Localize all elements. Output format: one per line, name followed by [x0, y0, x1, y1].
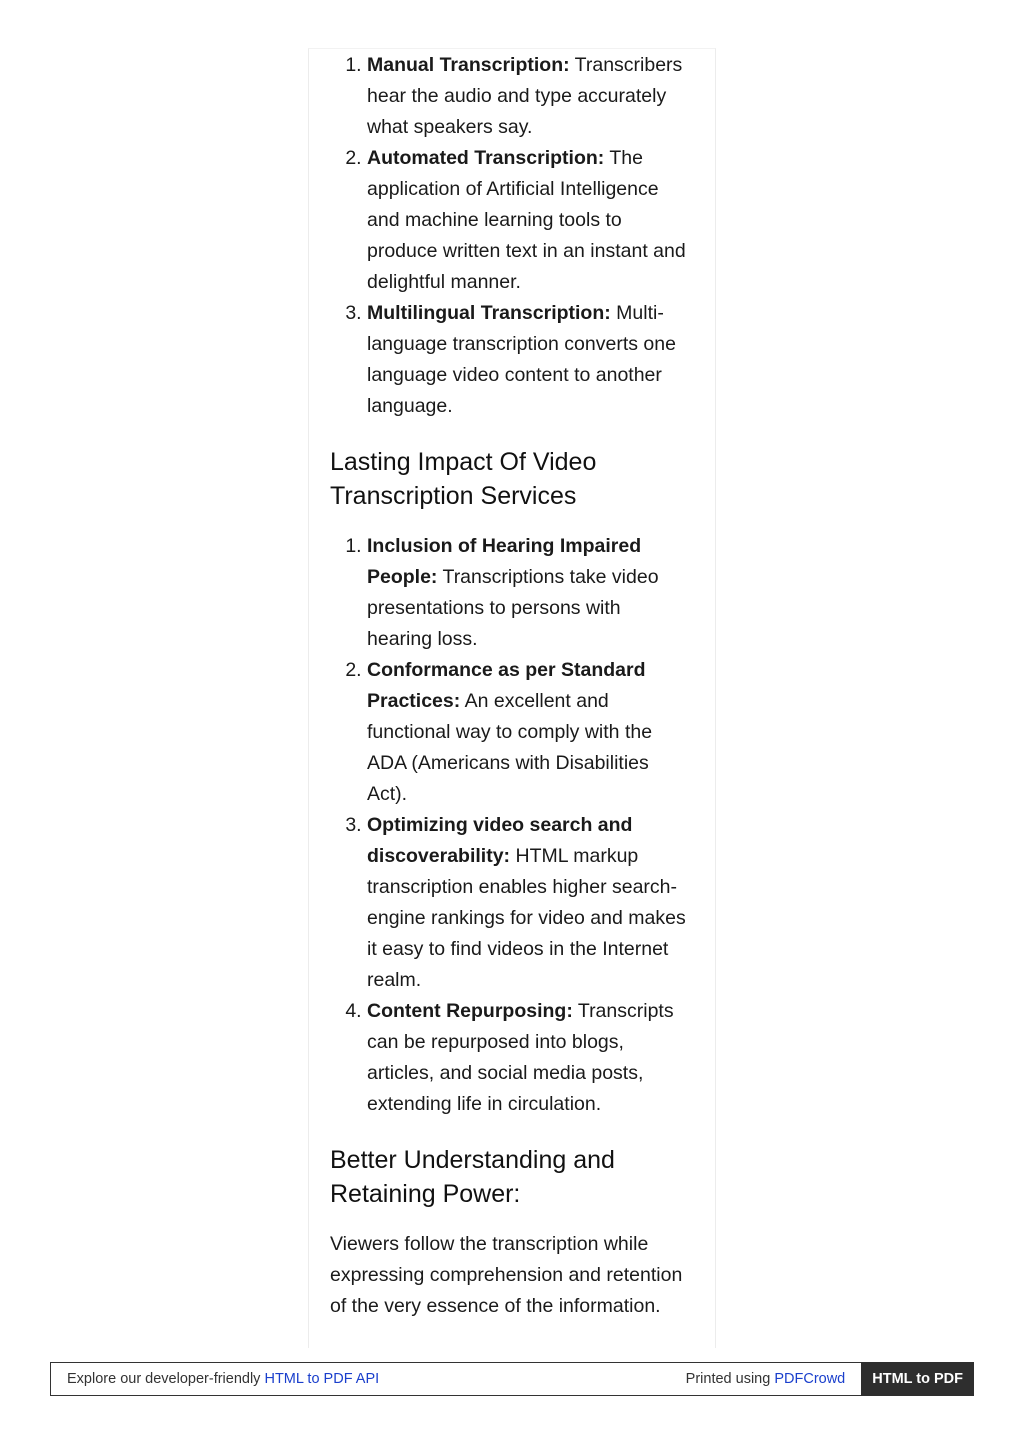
- pdfcrowd-footer: [50, 1362, 974, 1396]
- impact-list: [330, 531, 689, 1120]
- list-item: [367, 996, 689, 1120]
- footer-printed-text: Printed using: [685, 1371, 775, 1387]
- footer-printed: [686, 1371, 862, 1387]
- list-item: [367, 143, 689, 298]
- transcription-types-list: [330, 50, 689, 422]
- list-item: [367, 655, 689, 810]
- list-item-text: Transcripts can be repurposed into blogs, articles, and social media posts, extending life in circulation.: [367, 1000, 674, 1115]
- list-item-term: Automated Transcription:: [367, 147, 605, 169]
- list-item-text: Multi-language transcription converts one language video content to another language.: [367, 302, 676, 417]
- list-item-term: Manual Transcription:: [367, 54, 570, 76]
- list-item: [367, 298, 689, 422]
- better-paragraph: Viewers follow the transcription while expressing comprehension and retention of the very essence of the information.: [330, 1233, 683, 1317]
- html-to-pdf-badge[interactable]: HTML to PDF: [861, 1362, 974, 1396]
- list-item-term: Optimizing video search and discoverability:: [367, 814, 633, 867]
- list-item: [367, 810, 689, 996]
- footer-explore-text: Explore our developer-friendly: [67, 1371, 265, 1387]
- list-item: [367, 531, 689, 655]
- list-item-term: Content Repurposing:: [367, 1000, 573, 1022]
- list-item-term: Multilingual Transcription:: [367, 302, 611, 324]
- list-item: [367, 50, 689, 143]
- list-item-text: Transcriptions take video presentations to persons with hearing loss.: [367, 566, 659, 650]
- footer-explore: [51, 1371, 686, 1387]
- list-item-text: HTML markup transcription enables higher search-engine rankings for video and makes it easy to find videos in the Internet realm.: [367, 845, 686, 991]
- list-item-text: Transcribers hear the audio and type accurately what speakers say.: [367, 54, 683, 138]
- section-heading-better: Better Understanding and Retaining Power:: [330, 1146, 615, 1208]
- html-to-pdf-api-link[interactable]: HTML to PDF API: [264, 1371, 380, 1387]
- section-heading-impact: Lasting Impact Of Video Transcription Services: [330, 448, 597, 510]
- list-item-text: An excellent and functional way to comply with the ADA (Americans with Disabilities Act).: [367, 690, 653, 805]
- article-card: [308, 48, 716, 1348]
- list-item-term: Inclusion of Hearing Impaired People:: [367, 535, 642, 588]
- list-item-text: The application of Artificial Intelligence and machine learning tools to produce written text in an instant and delightful manner.: [367, 147, 686, 293]
- pdfcrowd-link[interactable]: PDFCrowd: [774, 1371, 846, 1387]
- list-item-term: Conformance as per Standard Practices:: [367, 659, 646, 712]
